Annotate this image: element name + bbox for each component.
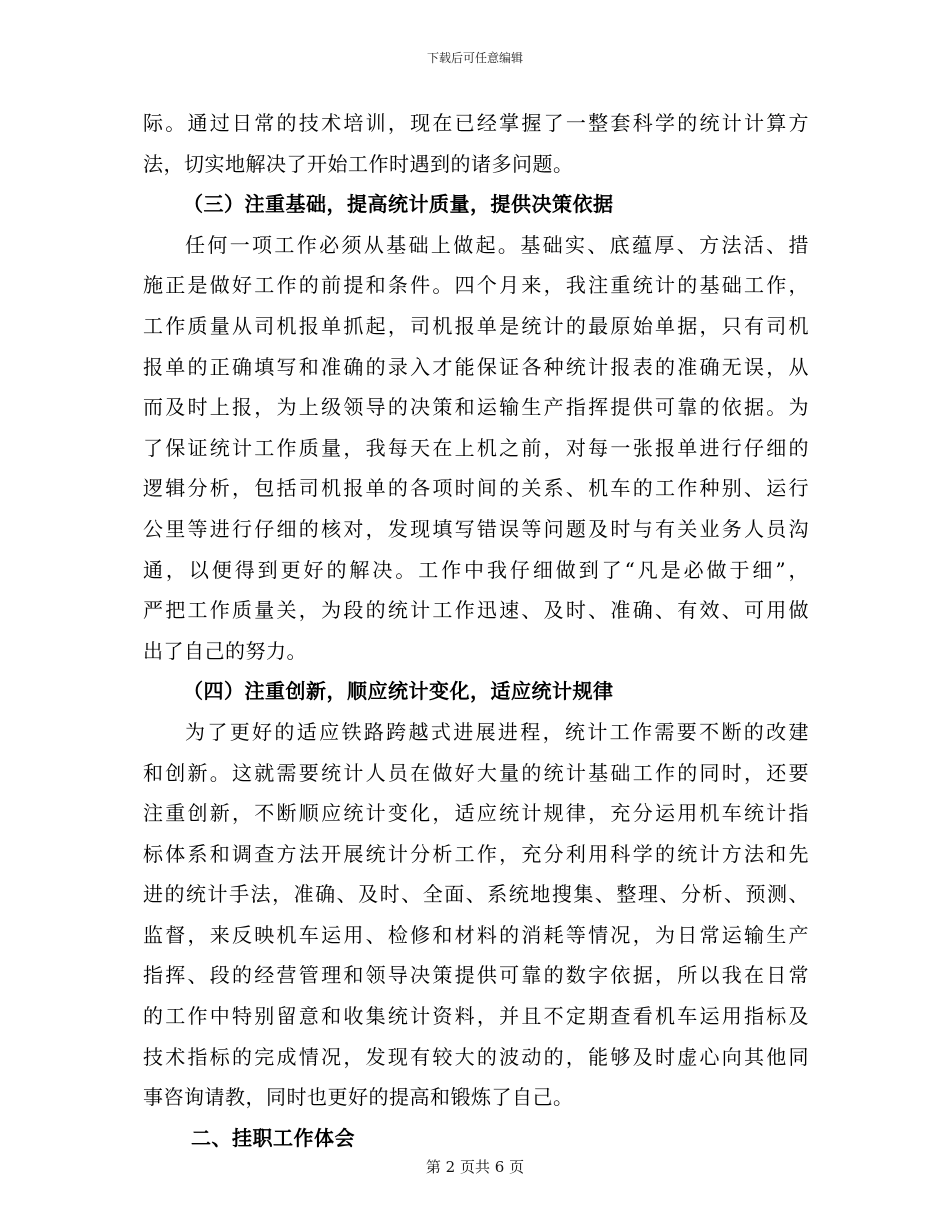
body-line: 进的统计手法，准确、及时、全面、系统地搜集、整理、分析、预测、 xyxy=(143,882,809,907)
page-number: 第 2 页共 6 页 xyxy=(425,1158,525,1176)
body-line: 出了自己的努力。 xyxy=(143,638,307,663)
body-line: 严把工作质量关，为段的统计工作迅速、及时、准确、有效、可用做 xyxy=(143,598,809,623)
body-line: 了保证统计工作质量，我每天在上机之前，对每一张报单进行仔细的 xyxy=(143,435,809,460)
body-line: 施正是做好工作的前提和条件。四个月来，我注重统计的基础工作， xyxy=(143,273,809,298)
body-line: 标体系和调查方法开展统计分析工作，充分利用科学的统计方法和先 xyxy=(143,841,809,866)
main-heading: 二、挂职工作体会 xyxy=(191,1125,355,1150)
body-line: 的工作中特别留意和收集统计资料，并且不定期查看机车运用指标及 xyxy=(143,1004,809,1029)
body-line: 指挥、段的经营管理和领导决策提供可靠的数字依据，所以我在日常 xyxy=(143,963,809,988)
body-line: 工作质量从司机报单抓起，司机报单是统计的最原始单据，只有司机 xyxy=(143,313,809,338)
body-line: 通，以便得到更好的解决。工作中我仔细做到了“凡是必做于细”， xyxy=(143,557,809,582)
body-line: 任何一项工作必须从基础上做起。基础实、底蕴厚、方法活、措 xyxy=(185,232,809,257)
body-line: 注重创新，不断顺应统计变化，适应统计规律，充分运用机车统计指 xyxy=(143,801,809,826)
body-line: 而及时上报，为上级领导的决策和运输生产指挥提供可靠的依据。为 xyxy=(143,395,809,420)
body-line: 为了更好的适应铁路跨越式进展进程，统计工作需要不断的改建 xyxy=(185,719,809,744)
body-line: 和创新。这就需要统计人员在做好大量的统计基础工作的同时，还要 xyxy=(143,760,809,785)
section-heading-4: （四）注重创新，顺应统计变化，适应统计规律 xyxy=(183,679,614,704)
section-heading-3: （三）注重基础，提高统计质量，提供决策依据 xyxy=(183,192,614,217)
body-line: 技术指标的完成情况，发现有较大的波动的，能够及时虚心向其他同 xyxy=(143,1044,809,1069)
body-line: 报单的正确填写和准确的录入才能保证各种统计报表的准确无误，从 xyxy=(143,354,809,379)
body-line: 逻辑分析，包括司机报单的各项时间的关系、机车的工作种别、运行 xyxy=(143,476,809,501)
body-line: 法，切实地解决了开始工作时遇到的诸多问题。 xyxy=(143,151,574,176)
body-line: 监督，来反映机车运用、检修和材料的消耗等情况，为日常运输生产 xyxy=(143,922,809,947)
document-body xyxy=(143,103,809,1158)
body-line: 际。通过日常的技术培训，现在已经掌握了一整套科学的统计计算方 xyxy=(143,111,809,135)
body-line: 事咨询请教，同时也更好的提高和锻炼了自己。 xyxy=(143,1085,574,1110)
page-header: 下载后可任意编辑 xyxy=(426,51,523,65)
body-line: 公里等进行仔细的核对，发现填写错误等问题及时与有关业务人员沟 xyxy=(143,516,809,541)
